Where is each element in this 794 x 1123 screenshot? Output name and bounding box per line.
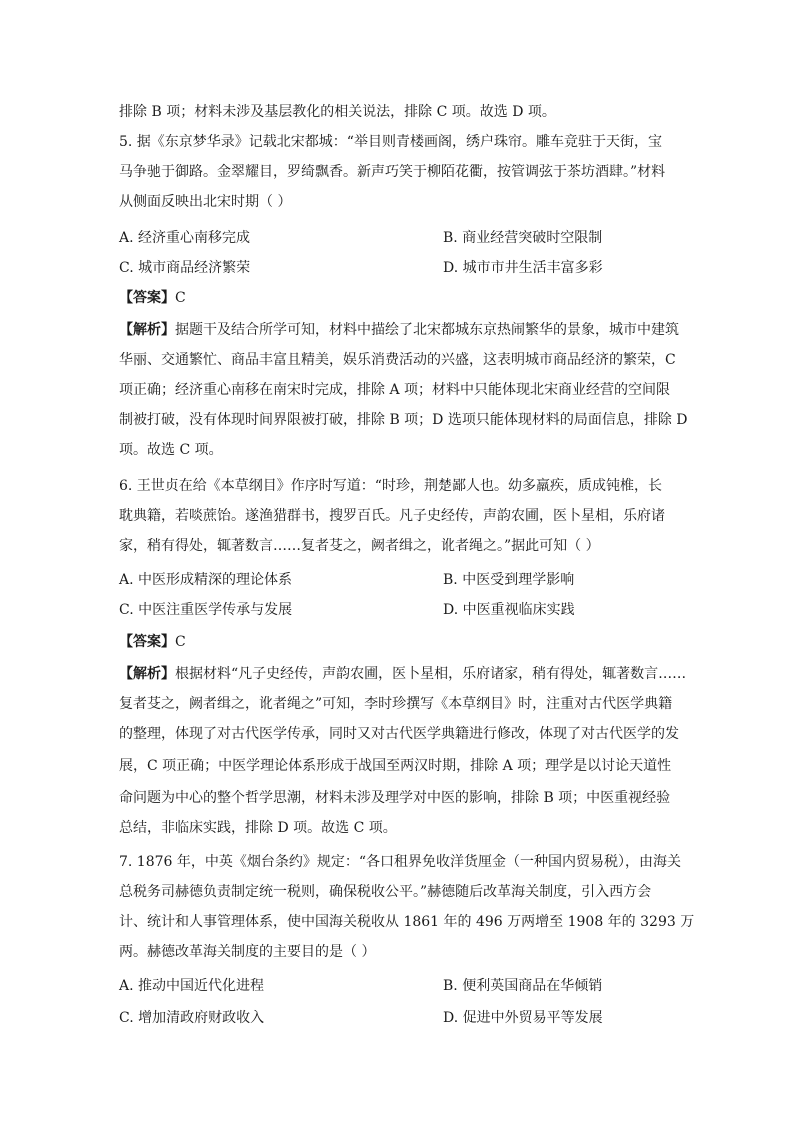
analysis-line: 总结，非临床实践，排除 D 项。故选 C 项。 — [119, 820, 397, 836]
answer-value: C — [175, 634, 186, 650]
analysis-text: 据题干及结合所学可知，材料中描绘了北宋都城东京热闹繁华的景象，城市中建筑 — [175, 322, 679, 338]
question-stem-line: 计、统计和人事管理体系，使中国海关税收从 1861 年的 496 万两增至 1908 年的 3293 万 — [119, 914, 695, 930]
option-d: D. 促进中外贸易平等发展 — [443, 1010, 603, 1026]
answer-line — [119, 288, 186, 308]
option-a: A. 经济重心南移完成 — [119, 230, 251, 246]
option-a: A. 中医形成精深的理论体系 — [119, 572, 293, 588]
analysis-text: 根据材料“凡子史经传，声韵农圃，医卜星相，乐府诸家，稍有得处，辄著数言…… — [175, 666, 687, 682]
option-d: D. 中医重视临床实践 — [443, 602, 575, 618]
analysis-line: 华丽、交通繁忙、商品丰富且精美，娱乐消费活动的兴盛，这表明城市商品经济的繁荣，C — [119, 352, 676, 368]
analysis-tag: 【解析】 — [119, 666, 175, 682]
analysis-line: 展，C 项正确；中医学理论体系形成于战国至两汉时期，排除 A 项；理学是以讨论天道性 — [119, 758, 672, 774]
previous-answer-tail: 排除 B 项；材料未涉及基层教化的相关说法，排除 C 项。故选 D 项。 — [119, 104, 556, 120]
analysis-line: 命问题为中心的整个哲学思潮，材料未涉及理学对中医的影响，排除 B 项；中医重视经验 — [119, 790, 671, 806]
analysis-tag: 【解析】 — [119, 322, 175, 338]
analysis-line — [119, 664, 686, 684]
option-d: D. 城市市井生活丰富多彩 — [443, 260, 603, 276]
question-stem-line: 总税务司赫德负责制定统一税则，确保税收公平。”赫德随后改革海关制度，引入西方会 — [119, 884, 652, 900]
option-b: B. 中医受到理学影响 — [443, 572, 575, 588]
analysis-line: 项。故选 C 项。 — [119, 442, 223, 458]
option-a: A. 推动中国近代化进程 — [119, 978, 265, 994]
question-stem-line: 家，稍有得处，辄著数言……复者芟之，阙者缉之，讹者绳之。”据此可知（ ） — [119, 538, 600, 554]
question-stem-line: 从侧面反映出北宋时期（ ） — [119, 194, 292, 210]
answer-value: C — [175, 290, 186, 306]
option-c: C. 增加清政府财政收入 — [119, 1010, 265, 1026]
question-stem-line: 6. 王世贞在给《本草纲目》作序时写道：“时珍，荆楚鄙人也。幼多羸疾，质成钝椎，长 — [119, 478, 662, 494]
question-stem-line: 马争驰于御路。金翠耀目，罗绮飘香。新声巧笑于柳陌花衢，按管调弦于茶坊酒肆。”材料 — [119, 164, 666, 180]
option-b: B. 便利英国商品在华倾销 — [443, 978, 603, 994]
option-b: B. 商业经营突破时空限制 — [443, 230, 603, 246]
option-c: C. 城市商品经济繁荣 — [119, 260, 251, 276]
analysis-line — [119, 320, 679, 340]
analysis-line: 的整理，体现了对古代医学传承，同时又对古代医学典籍进行修改，体现了对古代医学的发 — [119, 726, 679, 742]
option-c: C. 中医注重医学传承与发展 — [119, 602, 293, 618]
answer-tag: 【答案】 — [119, 634, 175, 650]
answer-line — [119, 632, 186, 652]
question-stem-line: 两。赫德改革海关制度的主要目的是（ ） — [119, 944, 376, 960]
analysis-line: 复者芟之，阙者缉之，讹者绳之”可知，李时珍撰写《本草纲目》时，注重对古代医学典籍 — [119, 696, 673, 712]
question-stem-line: 7. 1876 年，中英《烟台条约》规定：“各口租界免收洋货厘金（一种国内贸易税），由海关 — [119, 854, 682, 870]
question-stem-line: 耽典籍，若啖蔗饴。遂渔猎群书，搜罗百氏。凡子史经传，声韵农圃，医卜星相，乐府诸 — [119, 508, 665, 524]
answer-tag: 【答案】 — [119, 290, 175, 306]
analysis-line: 制被打破，没有体现时间界限被打破，排除 B 项；D 选项只能体现材料的局面信息，排除 D — [119, 412, 688, 428]
question-stem-line: 5. 据《东京梦华录》记载北宋都城：“举目则青楼画阁，绣户珠帘。雕车竞驻于天街，宝 — [119, 134, 662, 150]
analysis-line: 项正确；经济重心南移在南宋时完成，排除 A 项；材料中只能体现北宋商业经营的空间限 — [119, 382, 671, 398]
